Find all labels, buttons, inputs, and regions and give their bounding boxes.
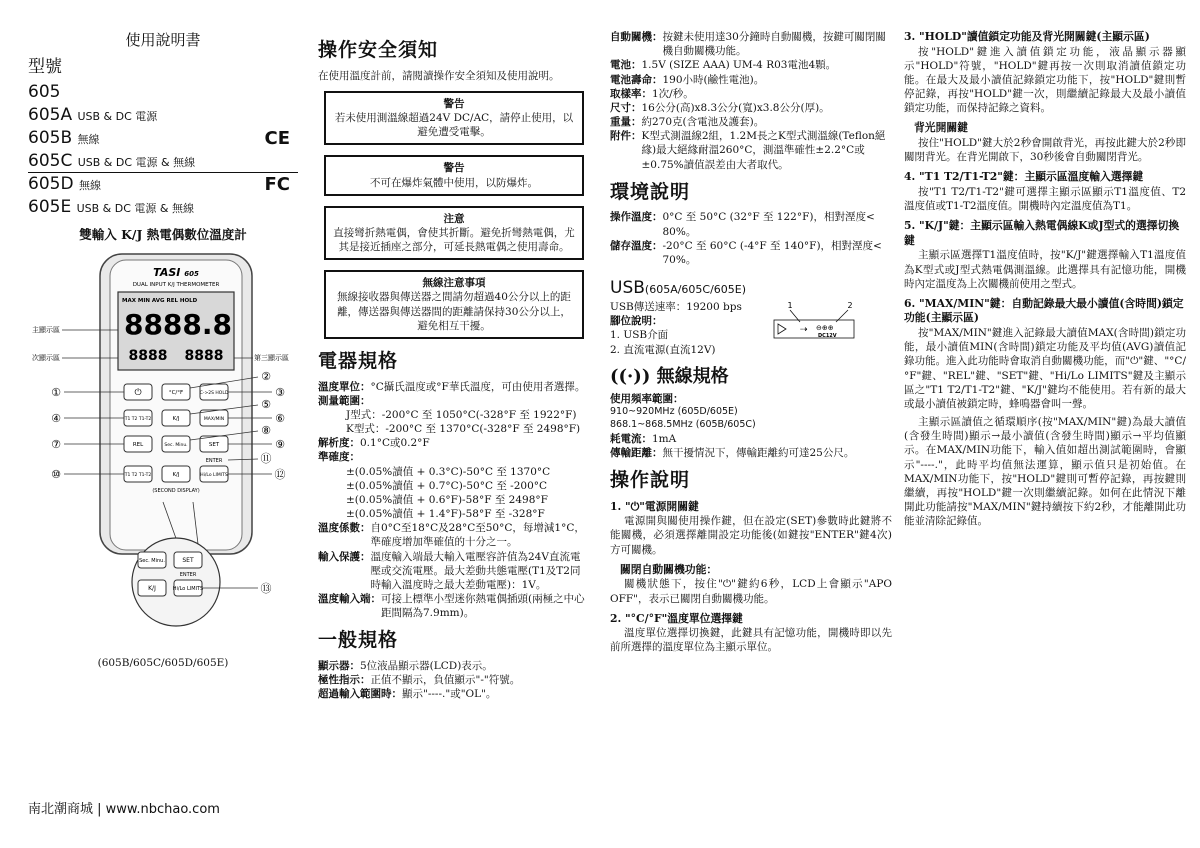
- heading-general-spec: 一般規格: [318, 629, 399, 652]
- wireless-note-box: [324, 270, 584, 339]
- callout-11: ⑪: [260, 452, 272, 466]
- wireless-freq-heading: 使用頻率範圍：: [610, 392, 684, 405]
- model-code: 605: [28, 82, 61, 103]
- site-footer: 南北潮商城 | www.nbchao.com: [28, 802, 220, 817]
- label-sub-display: 次顯示區: [32, 354, 60, 363]
- kj-second-button-label: K/J: [172, 472, 180, 479]
- usb-rate: USB傳送速率：19200 bps: [610, 300, 742, 313]
- wireless-note-text: 無線接收器與傳送器之間請勿超過40公分以上的距離，傳送器與傳送器間的距離請保持30公分以上，避免相互干擾。: [337, 291, 571, 332]
- spec-range-k: K型式：-200°C 至 1370°C(-328°F 至 2498°F): [346, 423, 581, 436]
- usb-pin-2: 2. 直流電源(直流12V): [610, 343, 716, 356]
- zoom-sec-label: Sec. Minu.: [139, 558, 165, 565]
- manual-title: 使用說明書: [125, 31, 201, 49]
- warning-title: 警告: [443, 162, 465, 175]
- wireless-icon: ((·)): [610, 365, 651, 387]
- wireless-current: 耗電流： 1mA: [610, 432, 677, 445]
- lcd-sub-digits: 8888: [128, 348, 168, 365]
- caution-text: 直接彎折熱電偶，會使其折斷。避免折彎熱電偶，尤其是接近插座之部分，可延長熱電偶之使用壽命。: [333, 226, 575, 254]
- caution-box: [324, 206, 584, 261]
- lcd-third-digits: 8888: [184, 348, 224, 365]
- model-row: [28, 196, 298, 219]
- model-row: [28, 81, 298, 104]
- op-1b-heading: 關閉自動關機功能：: [620, 562, 718, 576]
- callout-5: ⑤: [261, 398, 271, 412]
- power-icon: ⏻: [134, 388, 142, 399]
- svg-text:1: 1: [787, 300, 793, 310]
- svg-text:⇢: ⇢: [800, 324, 808, 335]
- callout-10: ⑩: [51, 468, 61, 482]
- gen-overrange: 超過輸入範圍時： 顯示"----."或"OL"。: [318, 688, 497, 701]
- second-display-label: (SECOND DISPLAY): [152, 488, 200, 495]
- gen-sample-rate: 取樣率： 1次/秒。: [610, 87, 694, 100]
- model-code: 605B: [28, 128, 73, 149]
- gen-accessories: 附件： K型式測溫線2組，1.2M長之K型式測溫線(Teflon絕緣)最大絕緣耐溫260°C，測溫準確性±2.2°C或±0.75%讀值誤差由大者取代。: [610, 130, 886, 171]
- lcd-indicators: MAX MIN AVG REL HOLD: [122, 298, 198, 305]
- gen-weight: 重量： 約270克(含電池及護套)。: [610, 116, 765, 129]
- accuracy-line: ±(0.05%讀值 + 1.4°F)-58°F 至 -328°F: [346, 508, 545, 521]
- label-third-display: 第三顯示區: [254, 354, 289, 363]
- callout-6: ⑥: [275, 412, 285, 426]
- spec-accuracy: 準確度：: [318, 451, 360, 464]
- dc12v-label: DC12V: [818, 332, 837, 339]
- column-safety-specs: [318, 30, 590, 702]
- spec-unit: 溫度單位： °C攝氏溫度或°F華氏溫度，可由使用者選擇。: [318, 380, 586, 393]
- model-row: [28, 104, 298, 127]
- sec-minu-button-label: Sec. Minu.: [164, 443, 188, 449]
- op-2-text: 溫度單位選擇切換鍵，此鍵具有記憶功能，開機時即以先前所選擇的溫度單位為主顯示單位。: [610, 627, 892, 654]
- safety-intro: 在使用溫度計前，請閱讀操作安全須知及使用說明。: [318, 69, 560, 82]
- column-operation: [904, 30, 1186, 530]
- wireless-freq-1: 910~920MHz (605D/605E): [610, 406, 738, 418]
- wireless-freq-2: 868.1~868.5MHz (605B/605C): [610, 418, 756, 430]
- model-code: 605D: [28, 174, 74, 195]
- device-brand: TASI 605: [153, 266, 199, 280]
- column-cover: [28, 30, 298, 670]
- gen-auto-off: 自動關機： 按鍵未使用達30分鐘時自動關機，按鍵可關閉關機自動關機功能。: [610, 31, 886, 58]
- gen-size: 尺寸： 16公分(高)x8.3公分(寬)x3.8公分(厚)。: [610, 101, 830, 114]
- usb-section: [610, 300, 892, 357]
- warning-text: 若未使用測溫線超過24V DC/AC，請停止使用，以避免遭受電擊。: [334, 111, 574, 139]
- thermometer-illustration: [28, 252, 298, 652]
- spec-range-j: J型式：-200°C 至 1050°C(-328°F 至 1922°F): [346, 408, 577, 421]
- maxmin-button-label: MAX/MIN: [203, 417, 225, 423]
- spec-input-protection: 輸入保護： 溫度輸入端最大輸入電壓容許值為24V直流電壓或交流電壓。最大差動共態電壓(T1及T2同時輸入溫度時之最大差動電壓)：1V。: [318, 550, 581, 591]
- ce-mark-icon: CE: [264, 127, 290, 149]
- model-desc: USB & DC 電源: [77, 110, 158, 124]
- callout-8: ⑧: [261, 424, 271, 438]
- op-3b-text: 按住"HOLD"鍵大於2秒會開啟背光，再按此鍵大於2秒即關閉背光。在背光開啟下，30秒後會自動關閉背光。: [904, 136, 1186, 164]
- model-row: [28, 150, 298, 173]
- op-5-text: 主顯示區選擇T1溫度值時，按"K/J"鍵選擇輸入T1溫度值為K型式或J型式熱電偶測溫線。此選擇具有記憶功能，開機時內定溫度為上次關機前使用之型式。: [904, 249, 1186, 290]
- zoom-kj-label: K/J: [148, 585, 156, 593]
- model-desc: USB & DC 電源 & 無線: [76, 202, 194, 216]
- gen-polarity: 極性指示： 正值不顯示，負值顯示"-"符號。: [318, 674, 521, 687]
- env-storage: 儲存溫度： -20°C 至 60°C (-4°F 至 140°F)，相對溼度< 70%。: [610, 239, 882, 266]
- cf-button-label: °C/°F: [168, 390, 184, 397]
- callout-7: ⑦: [51, 438, 61, 452]
- wireless-heading: ((·)) 無線規格: [610, 365, 729, 387]
- usb-heading: USB(605A/605C/605E): [610, 278, 747, 299]
- t1t2-second-button-label: T1 T2 T1-T2: [124, 473, 152, 479]
- op-1b-text: 關機狀態下，按住"⏻"鍵約6秒，LCD上會顯示"APO OFF"，表示已關閉自動關機功能。: [610, 578, 892, 605]
- wireless-note-title: 無線注意事項: [422, 277, 486, 290]
- model-code: 605C: [28, 150, 73, 171]
- figure-caption: (605B/605C/605D/605E): [97, 657, 229, 670]
- heading-electrical-spec: 電器規格: [318, 349, 399, 372]
- thermometer-svg: [28, 252, 298, 652]
- callout-12: ⑫: [274, 468, 286, 482]
- column-general-env-usb: [610, 30, 892, 657]
- gen-battery: 電池： 1.5V (SIZE AAA) UM-4 R03電池4顆。: [610, 59, 837, 72]
- op-4-heading: 4. "T1 T2/T1-T2"鍵：主顯示區溫度輸入選擇鍵: [904, 170, 1144, 184]
- hilo-button-label: Hi/Lo LIMITS: [200, 473, 228, 479]
- callout-9: ⑨: [275, 438, 285, 452]
- set-button-label: SET: [208, 442, 220, 449]
- op-1-heading: 1. "⏻"電源開關鍵: [610, 499, 699, 513]
- op-3-text: 按"HOLD"鍵進入讀值鎖定功能，液晶顯示器顯示"HOLD"符號，"HOLD"鍵再按一次則取消讀值鎖定功能。在最大及最小讀值記錄鎖定功能下，按"HOLD"鍵則暫停記錄，再按"HOLD"鍵一次，則繼續記錄最大及最小讀值鎖定功能，而保持記錄之資料。: [904, 45, 1186, 115]
- warning-text: 不可在爆炸氣體中使用，以防爆炸。: [370, 176, 538, 189]
- env-operating: 操作溫度： 0°C 至 50°C (32°F 至 122°F)，相對溼度< 80%。: [610, 211, 875, 238]
- callout-1: ①: [51, 386, 61, 400]
- accuracy-line: ±(0.05%讀值 + 0.3°C)-50°C 至 1370°C: [346, 465, 551, 478]
- callout-3: ③: [275, 386, 285, 400]
- usb-pin-1: 1. USB介面: [610, 329, 669, 342]
- warning-box: [324, 155, 584, 195]
- callout-2: ②: [261, 370, 271, 384]
- heading-environment: 環境說明: [610, 180, 691, 203]
- warning-title: 警告: [443, 97, 465, 110]
- spec-input-jack: 溫度輸入端： 可接上標準小型迷你熱電偶插頭(兩極之中心距間隔為7.9mm)。: [318, 593, 585, 620]
- gen-battery-life: 電池壽命： 190小時(鹼性電池)。: [610, 73, 765, 86]
- model-desc: 無線: [77, 133, 100, 147]
- op-2-heading: 2. "°C/°F"溫度單位選擇鍵: [610, 611, 743, 625]
- gen-display: 顯示器： 5位液晶顯示器(LCD)表示。: [318, 660, 493, 673]
- op-6-heading: 6. "MAX/MIN"鍵：自動記錄最大最小讀值(含時間)鎖定功能(主顯示區): [904, 296, 1184, 325]
- svg-text:2: 2: [847, 300, 853, 310]
- op-6-text-2: 主顯示區讀值之循環順序(按"MAX/MIN"鍵)為最大讀值(含發生時間)顯示→最小讀值(含發生時間)顯示→平均值顯示。在MAX/MIN功能下，輸入值如超出測試範圍時，會顯示"----."，此時平均值無法運算，顯示值只是初始值。在MAX/MIN功能下，按"HOLD"鍵則可暫停記錄，再按鍵則繼續，再按"HOLD"鍵一次則繼續記錄。如何在此情況下離開此功能請按"MAX/MIN"鍵持續按下約2秒，才能離開此功能並清除記錄值。: [904, 416, 1186, 528]
- callout-13: ⑬: [260, 582, 272, 596]
- op-4-text: 按"T1 T2/T1-T2"鍵可選擇主顯示區顯示T1溫度值、T2溫度值或T1-T2溫度值。開機時內定溫度值為T1。: [904, 185, 1186, 213]
- model-code: 605A: [28, 105, 73, 126]
- op-1-text: 電源開與關使用操作鍵，但在設定(SET)參數時此鍵將不能關機，必須選擇離開設定功能後(如鍵按"ENTER"鍵4次)方可關機。: [610, 515, 892, 556]
- zoom-hilo-label: Hi/Lo LIMITS: [172, 586, 204, 593]
- usb-pin-heading: 腳位說明：: [610, 315, 663, 328]
- model-label: 型號: [28, 57, 62, 78]
- enter-label: ENTER: [205, 458, 223, 465]
- model-code: 605E: [28, 197, 72, 218]
- model-row: [28, 173, 298, 196]
- usb-port-icon: [770, 300, 866, 340]
- op-3-heading: 3. "HOLD"讀值鎖定功能及背光開關鍵(主顯示區): [904, 30, 1150, 43]
- kj-button-label: K/J: [172, 416, 180, 423]
- product-title: 雙輸入 K/J 熱電偶數位溫度計: [79, 227, 247, 243]
- lcd-main-digits: 8888.8: [123, 308, 233, 342]
- model-desc: 無線: [78, 179, 101, 193]
- label-main-display: 主顯示區: [32, 326, 60, 335]
- spec-temp-coef: 溫度係數： 自0°C至18°C及28°C至50°C，每增減1°C，準確度增加準確值的十分之一。: [318, 522, 585, 549]
- model-desc: USB & DC 電源 & 無線: [77, 155, 196, 169]
- warning-box: [324, 91, 584, 146]
- heading-safety: 操作安全須知: [318, 39, 439, 61]
- callout-4: ④: [51, 412, 61, 426]
- rel-button-label: REL: [132, 442, 144, 449]
- t1t2-button-label: T1 T2 T1-T2: [124, 417, 152, 423]
- caution-title: 注意: [443, 212, 465, 225]
- accuracy-line: ±(0.05%讀值 + 0.7°C)-50°C 至 -200°C: [346, 479, 548, 492]
- op-5-heading: 5. "K/J"鍵：主顯示區輸入熱電偶線K或J型式的選擇切換鍵: [904, 219, 1180, 247]
- spec-resolution: 解析度： 0.1°C或0.2°F: [318, 437, 430, 450]
- wireless-distance: 傳輸距離： 無干擾情況下，傳輸距離約可達25公尺。: [610, 446, 855, 459]
- op-6-text: 按"MAX/MIN"鍵進入記錄最大讀值MAX(含時間)鎖定功能，最小讀值MIN(含時間)鎖定功能及平均值(AVG)讀值記錄功能。進入此功能時會取消自動關機功能，而"⏻"鍵、"°C/°F"鍵、"REL"鍵、"SET"鍵、"Hi/Lo LIMITS"鍵及主顯示區之"T1 T2/T1-T2"鍵、"K/J"鍵均不能使用。若有新的最大或最小讀值被鎖定時，蜂鳴器會叫一聲。: [904, 327, 1186, 410]
- fcc-mark-icon: FC: [264, 173, 290, 195]
- accuracy-line: ±(0.05%讀值 + 0.6°F)-58°F 至 2498°F: [346, 493, 548, 506]
- heading-operation: 操作說明: [610, 469, 691, 492]
- zoom-set-label: SET: [182, 557, 194, 565]
- hold-button-label: C->2S HOLD: [199, 391, 229, 397]
- model-row: [28, 127, 298, 150]
- device-subtitle: DUAL INPUT K/J THERMOMETER: [132, 282, 220, 289]
- zoom-enter-label: ENTER: [179, 572, 197, 579]
- op-3b-heading: 背光開關鍵: [914, 121, 968, 135]
- svg-text:⊖⊕⊕: ⊖⊕⊕: [816, 323, 834, 332]
- spec-range: 測量範圍：: [318, 394, 371, 407]
